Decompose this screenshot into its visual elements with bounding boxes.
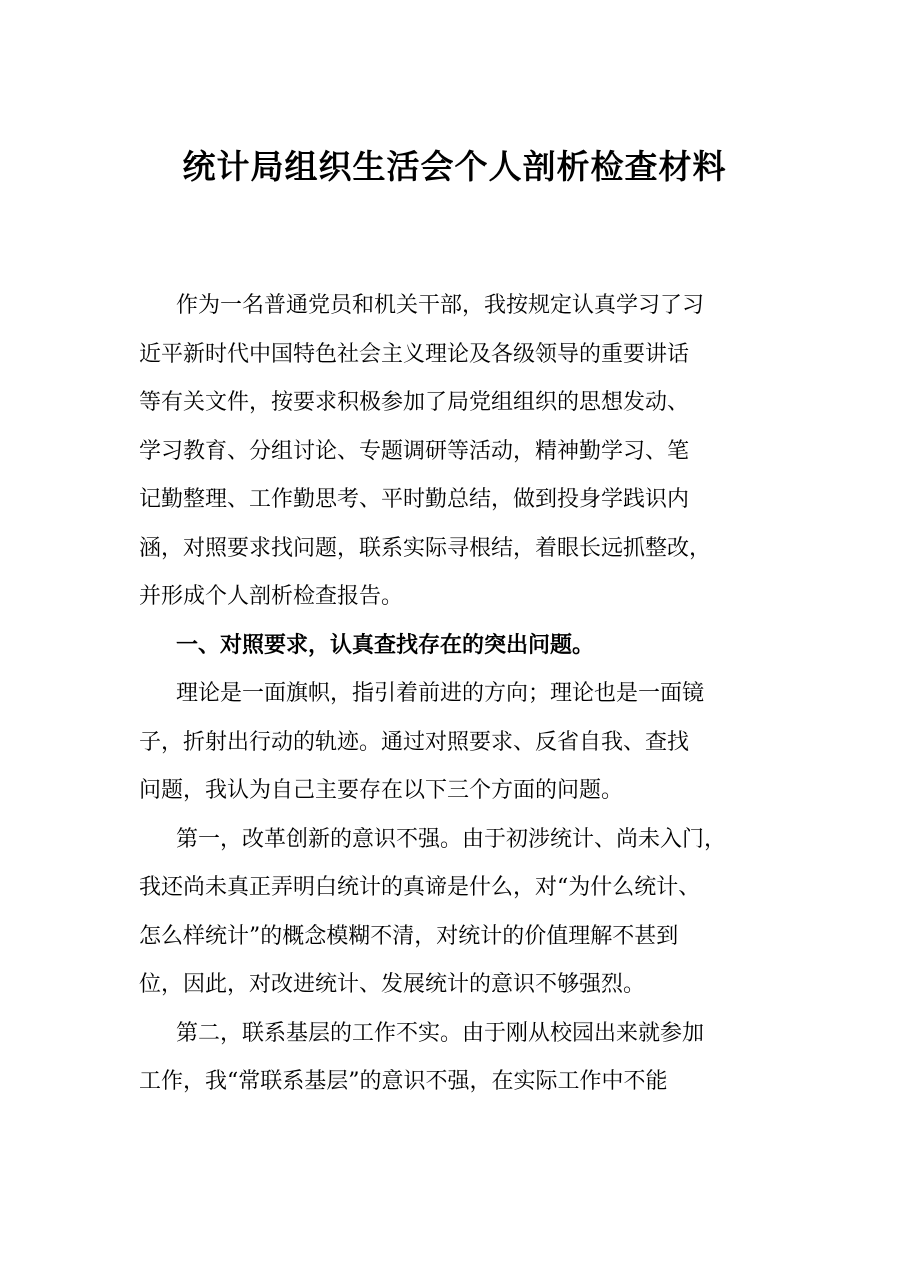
paragraph-line: 理论是一面旗帜，指引着前进的方向；理论也是一面镜 <box>176 681 705 706</box>
paragraph-line: 工作，我“常联系基层”的意识不强，在实际工作中不能 <box>139 1069 668 1094</box>
section-heading: 一、对照要求，认真查找存在的突出问题。 <box>176 632 595 658</box>
paragraph-line: 位，因此，对改进统计、发展统计的意识不够强烈。 <box>139 972 646 997</box>
paragraph-line: 涵，对照要求找问题，联系实际寻根结，着眼长远抓整改， <box>139 535 712 561</box>
paragraph-line: 子，折射出行动的轨迹。通过对照要求、反省自我、查找 <box>139 729 690 755</box>
paragraph-line: 第二，联系基层的工作不实。由于刚从校园出来就参加 <box>176 1020 705 1046</box>
paragraph-line: 等有关文件，按要求积极参加了局党组组织的思想发动、 <box>139 390 690 415</box>
paragraph-line: 我还尚未真正弄明白统计的真谛是什么，对“为什么统计、 <box>139 875 701 900</box>
paragraph-line: 第一，改革创新的意识不强。由于初涉统计、尚未入门， <box>176 826 727 852</box>
paragraph-line: 学习教育、分组讨论、专题调研等活动，精神勤学习、笔 <box>139 438 690 464</box>
document-title: 统计局组织生活会个人剖析检查材料 <box>182 147 727 186</box>
paragraph-line: 近平新时代中国特色社会主义理论及各级领导的重要讲话 <box>139 341 690 367</box>
paragraph-line: 作为一名普通党员和机关干部，我按规定认真学习了习 <box>176 293 705 318</box>
paragraph-line: 问题，我认为自己主要存在以下三个方面的问题。 <box>139 778 624 803</box>
paragraph-line: 记勤整理、工作勤思考、平时勤总结，做到投身学践识内 <box>139 487 690 512</box>
paragraph-line: 怎么样统计”的概念模糊不清，对统计的价值理解不甚到 <box>139 923 679 949</box>
paragraph-line: 并形成个人剖析检查报告。 <box>139 584 404 609</box>
document-body <box>139 282 779 1107</box>
